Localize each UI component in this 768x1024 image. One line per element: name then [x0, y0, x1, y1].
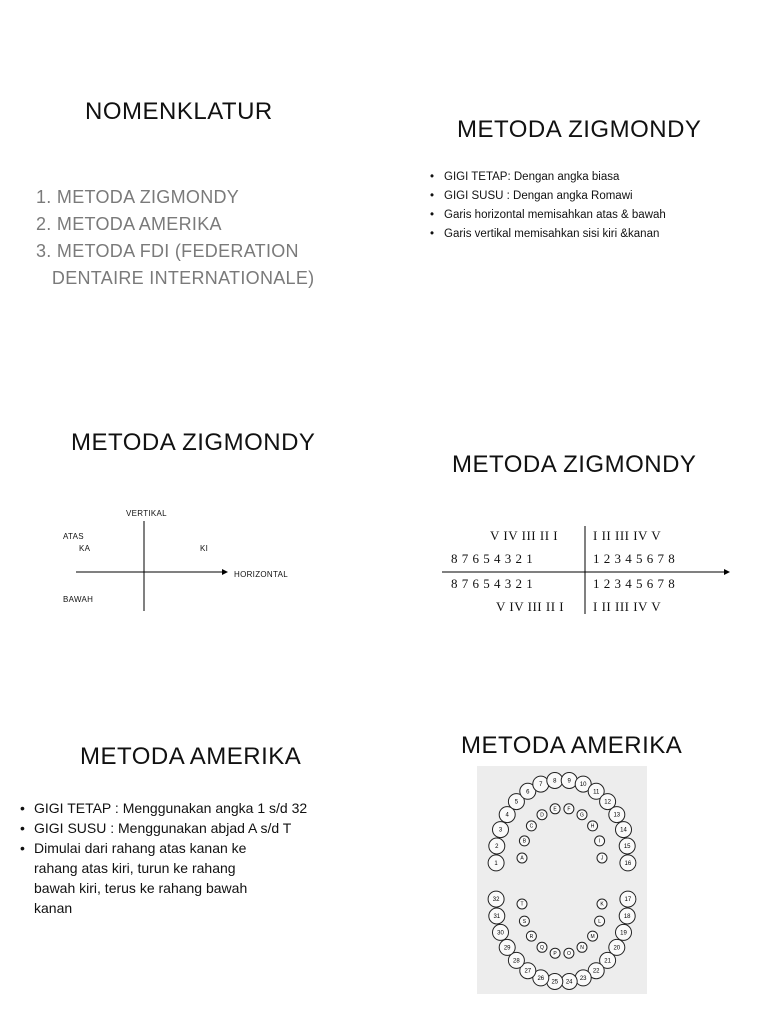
list-item: 1. METODA ZIGMONDY [36, 187, 240, 207]
upper-primary-label: D [540, 812, 544, 819]
lower-primary-label: Q [540, 945, 544, 951]
amerika-title-2: METODA AMERIKA [461, 732, 683, 759]
upper-primary-label: G [580, 812, 584, 819]
lower-permanent-label: 22 [592, 968, 600, 975]
dental-chart-image [477, 766, 647, 994]
lower-permanent-label: 29 [503, 945, 511, 952]
lower-right-roman: I II III IV V [593, 599, 662, 614]
lower-permanent-label: 30 [497, 930, 504, 937]
upper-permanent-label: 1 [494, 860, 498, 867]
zigmondy-title-2: METODA ZIGMONDY [71, 429, 316, 456]
upper-permanent-label: 11 [593, 789, 600, 796]
lower-permanent-label: 31 [493, 914, 501, 920]
list-item: • Dimulai dari rahang atas kanan ke [20, 840, 247, 856]
upper-primary-label: E [553, 806, 557, 813]
upper-right-roman: I II III IV V [593, 528, 662, 543]
upper-permanent-label: 9 [567, 778, 571, 785]
amerika-bullets [20, 798, 307, 918]
lower-permanent-label: 25 [551, 979, 559, 986]
axis-lines [0, 0, 320, 620]
list-item: rahang atas kiri, turun ke rahang [34, 860, 236, 876]
list-item: kanan [34, 900, 73, 916]
arrow-head-icon [222, 569, 228, 575]
upper-permanent-label: 6 [526, 789, 530, 796]
list-item: 3. METODA FDI (FEDERATION [36, 241, 299, 261]
lower-primary-label: P [553, 950, 557, 957]
grid-arrow-icon [724, 569, 730, 575]
upper-permanent-label: 3 [498, 827, 503, 834]
list-item: DENTAIRE INTERNATIONALE) [36, 268, 315, 288]
lower-permanent-label: 26 [537, 975, 545, 982]
upper-permanent-label: 10 [579, 782, 587, 789]
lower-primary-label: T [520, 901, 524, 908]
upper-primary-label: I [598, 838, 601, 845]
list-item: 2. METODA AMERIKA [36, 214, 222, 234]
label-atas: ATAS [63, 532, 84, 541]
zigmondy-bullets [430, 168, 666, 244]
upper-permanent-label: 16 [624, 860, 632, 867]
dental-arch-drawing [477, 766, 647, 994]
lower-right-numbers: 1 2 3 4 5 6 7 8 [593, 576, 676, 591]
lower-left-roman: V IV III II I [496, 599, 565, 614]
lower-primary-label: R [529, 933, 534, 940]
zigmondy-title-3: METODA ZIGMONDY [452, 451, 697, 478]
list-item: • GIGI TETAP : Menggunakan angka 1 s/d 32 [20, 800, 308, 816]
lower-primary-label: O [566, 950, 571, 957]
list-item: • Garis horizontal memisahkan atas & bawah [430, 209, 666, 221]
label-vertikal: VERTIKAL [126, 509, 167, 518]
list-item: • GIGI TETAP: Dengan angka biasa [430, 171, 620, 183]
lower-permanent-label: 18 [623, 914, 631, 920]
upper-permanent-label: 15 [623, 844, 631, 850]
nomenklatur-title: NOMENKLATUR [85, 98, 273, 125]
upper-permanent-label: 2 [495, 844, 499, 850]
label-horizontal: HORIZONTAL [234, 570, 288, 579]
amerika-title-1: METODA AMERIKA [80, 743, 302, 770]
upper-permanent-label: 14 [620, 827, 627, 834]
lower-permanent-label: 24 [565, 979, 573, 986]
upper-permanent-label: 7 [539, 782, 543, 789]
lower-permanent-label: 32 [492, 897, 500, 904]
upper-permanent-label: 8 [553, 778, 557, 785]
upper-right-numbers: 1 2 3 4 5 6 7 8 [593, 551, 676, 566]
zigmondy-title-1: METODA ZIGMONDY [457, 116, 702, 143]
list-item: bawah kiri, terus ke rahang bawah [34, 880, 248, 896]
upper-primary-label: H [590, 823, 595, 830]
label-bawah: BAWAH [63, 595, 94, 604]
upper-primary-label: C [529, 823, 534, 830]
label-ki: KI [200, 544, 209, 553]
lower-permanent-label: 17 [624, 897, 632, 904]
lower-permanent-label: 19 [620, 930, 627, 937]
upper-left-numbers: 8 7 6 5 4 3 2 1 [451, 551, 534, 566]
upper-primary-label: A [520, 855, 524, 862]
upper-primary-label: J [600, 855, 604, 862]
lower-primary-label: S [522, 918, 527, 925]
upper-permanent-label: 13 [613, 812, 621, 819]
upper-primary-label: B [522, 838, 527, 845]
lower-permanent-label: 20 [613, 945, 621, 952]
lower-permanent-label: 21 [604, 958, 611, 965]
label-ka: KA [79, 544, 91, 553]
lower-primary-label: L [598, 918, 601, 925]
list-item: • Garis vertikal memisahkan sisi kiri &kanan [430, 228, 660, 240]
lower-primary-label: M [590, 933, 595, 940]
list-item: • GIGI SUSU : Dengan angka Romawi [430, 190, 633, 202]
upper-left-roman: V IV III II I [490, 528, 559, 543]
lower-permanent-label: 27 [524, 968, 532, 975]
lower-primary-label: K [600, 901, 604, 908]
lower-permanent-label: 23 [579, 975, 587, 982]
upper-primary-label: F [567, 806, 571, 813]
lower-permanent-label: 28 [513, 958, 520, 965]
lower-left-numbers: 8 7 6 5 4 3 2 1 [451, 576, 534, 591]
upper-permanent-label: 5 [514, 799, 519, 806]
upper-permanent-label: 12 [604, 799, 611, 806]
upper-permanent-label: 4 [505, 812, 509, 819]
lower-primary-label: N [580, 945, 584, 951]
list-item: • GIGI SUSU : Menggunakan abjad A s/d T [20, 820, 292, 836]
